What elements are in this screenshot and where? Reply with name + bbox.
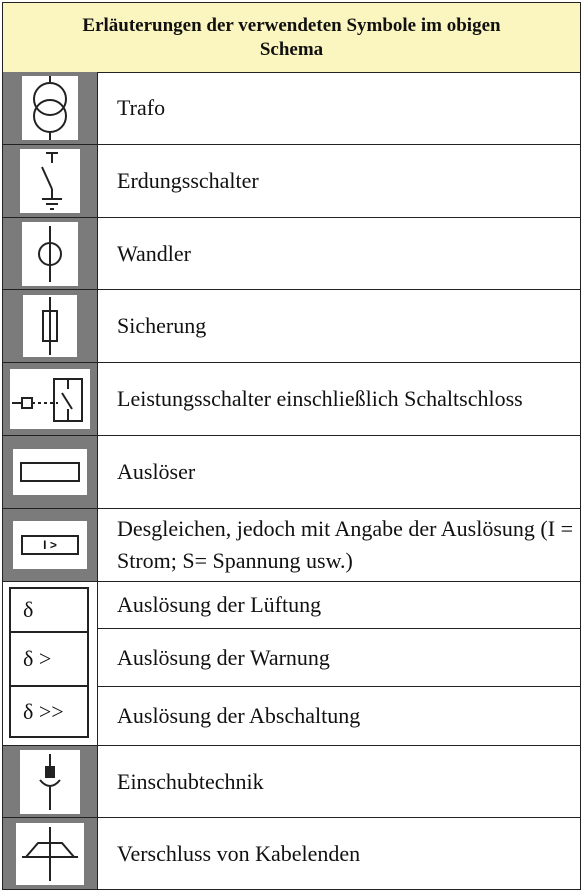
delta-symbol-column — [3, 582, 98, 745]
row-label: Wandler — [117, 240, 191, 266]
icon-cell — [3, 509, 98, 581]
release-icon — [13, 449, 87, 495]
row-label: Auslöser — [117, 459, 196, 484]
table-title: Erläuterungen der verwendeten Symbole im obigen Schema — [82, 14, 501, 60]
table-row — [3, 145, 580, 218]
row-label: Sicherung — [117, 313, 207, 338]
cable-end-closure-icon — [16, 823, 84, 885]
row-label: Desgleichen, jedoch mit Angabe der Auslösung (I = Strom; S= Spannung usw.) — [117, 516, 573, 573]
table-row — [3, 72, 580, 145]
release-with-quantity-icon — [13, 521, 87, 569]
table-row — [3, 290, 580, 363]
delta-symbol-warning: δ > — [23, 646, 52, 671]
row-label: Auslösung der Abschaltung — [117, 703, 361, 728]
icon-cell — [3, 818, 98, 889]
icon-cell — [3, 363, 98, 435]
release-quantity-label: I > — [21, 535, 79, 555]
table-row — [3, 509, 580, 582]
transformer-icon — [22, 76, 78, 140]
icon-cell — [3, 290, 98, 362]
icon-cell — [3, 746, 98, 817]
symbol-legend-table — [2, 2, 581, 890]
table-row — [3, 818, 580, 889]
row-label: Auslösung der Warnung — [117, 644, 330, 670]
row-label: Trafo — [117, 95, 166, 120]
row-label: Auslösung der Lüftung — [117, 592, 322, 617]
row-label: Erdungsschalter — [117, 168, 259, 193]
table-row — [3, 218, 580, 290]
delta-symbol-frame — [9, 587, 89, 738]
table-row — [3, 436, 580, 509]
icon-cell — [3, 145, 98, 217]
table-row — [3, 363, 580, 436]
delta-symbol-ventilation: δ — [23, 597, 34, 622]
transducer-icon — [22, 222, 78, 286]
icon-cell — [3, 72, 98, 144]
table-header — [3, 3, 580, 73]
temperature-release-group — [3, 582, 580, 746]
delta-symbol-shutdown: δ >> — [23, 698, 64, 724]
fuse-icon — [23, 295, 77, 357]
earthing-switch-icon — [20, 149, 80, 213]
table-row — [3, 746, 580, 818]
row-label: Leistungsschalter einschließlich Schaltschloss — [117, 386, 523, 411]
row-label: Einschubtechnik — [117, 768, 264, 794]
icon-cell — [3, 218, 98, 289]
circuit-breaker-icon — [10, 369, 90, 429]
icon-cell — [3, 436, 98, 508]
row-label: Verschluss von Kabelenden — [117, 840, 361, 866]
withdrawable-unit-icon — [20, 750, 80, 814]
